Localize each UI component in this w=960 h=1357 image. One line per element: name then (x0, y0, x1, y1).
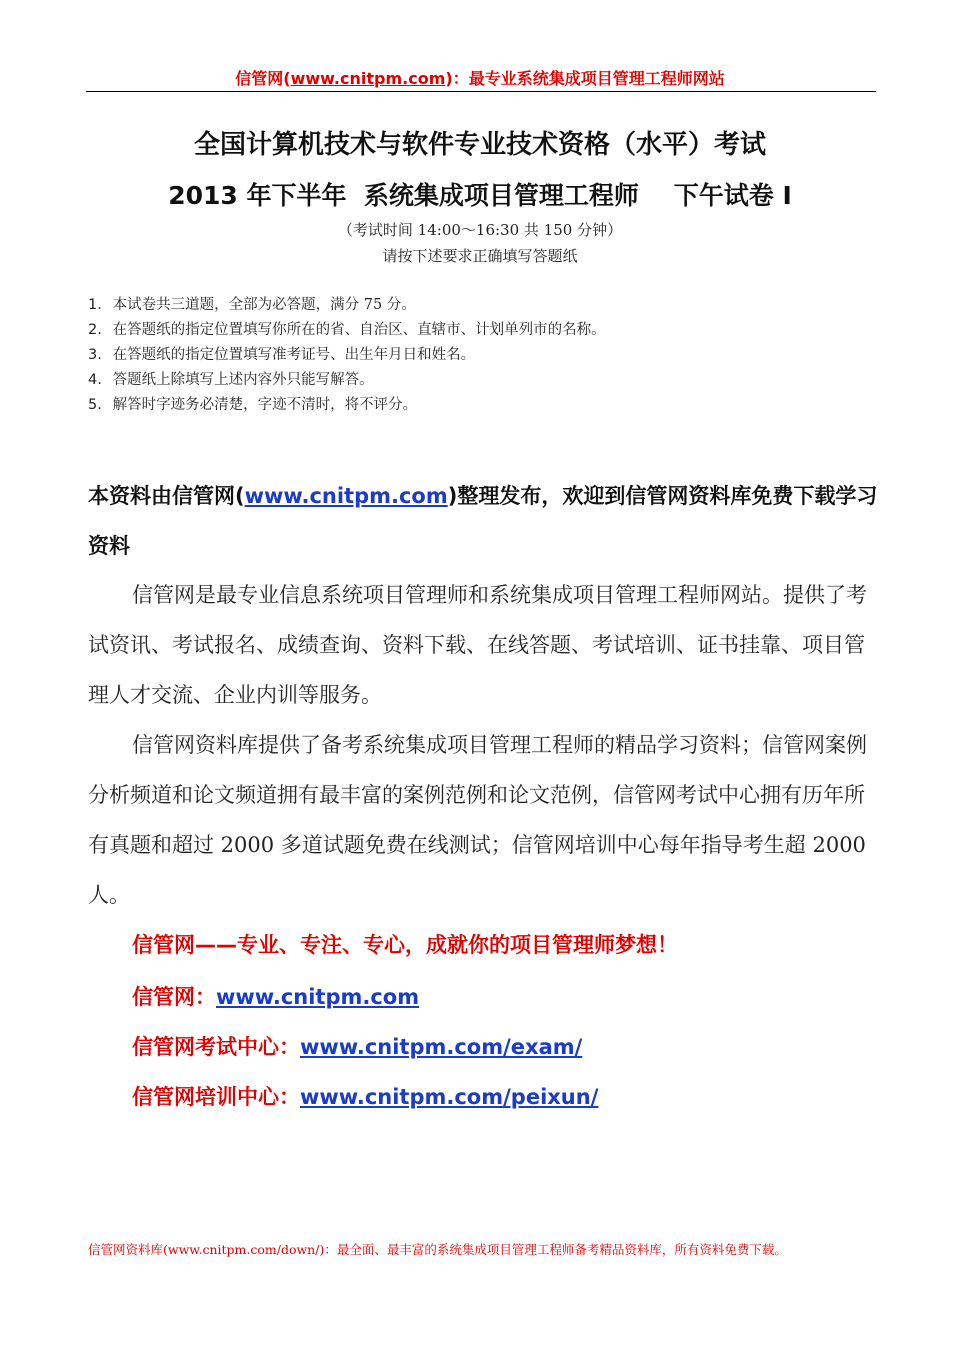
exam-center-label: 信管网考试中心： (132, 1035, 300, 1059)
rule-number: 5. (88, 397, 102, 413)
header-suffix: )：最专业系统集成项目管理工程师网站 (445, 69, 725, 88)
training-center-label: 信管网培训中心： (132, 1085, 300, 1109)
rule-item (88, 393, 888, 418)
rule-text: 在答题纸的指定位置填写你所在的省、自治区、直辖市、计划单列市的名称。 (112, 322, 606, 338)
resources-paragraph: 信管网资料库提供了备考系统集成项目管理工程师的精品学习资料；信管网案例分析频道和论文频道拥有最丰富的案例范例和论文范例，信管网考试中心拥有历年所有真题和超过 2000 多道试题免费在线测试；信管网培训中心每年指导考生超 2000 人。 (88, 733, 867, 907)
rule-number: 1. (88, 297, 102, 313)
about-paragraph: 信管网是最专业信息系统项目管理师和系统集成项目管理工程师网站。提供了考试资讯、考试报名、成绩查询、资料下载、在线答题、考试培训、证书挂靠、项目管理人才交流、企业内训等服务。 (88, 583, 867, 707)
intro-notice (88, 471, 878, 571)
fill-instruction: 请按下述要求正确填写答题纸 (382, 247, 578, 265)
page-footer: 信管网资料库(www.cnitpm.com/down/)：最全面、最丰富的系统集成项目管理工程师备考精品资料库，所有资料免费下载。 (88, 1242, 787, 1257)
header-prefix: 信管网( (235, 69, 291, 88)
rule-text: 答题纸上除填写上述内容外只能写解答。 (112, 372, 374, 388)
paper-title: 2013 年下半年 系统集成项目管理工程师 下午试卷 I (168, 181, 792, 210)
exam-center-link[interactable]: www.cnitpm.com/exam/ (300, 1035, 583, 1059)
exam-rules-list (88, 293, 888, 418)
exam-time: （考试时间 14:00～16:30 共 150 分钟） (337, 221, 623, 239)
rule-item (88, 343, 888, 368)
rule-item (88, 368, 888, 393)
site-label: 信管网： (132, 985, 216, 1009)
rule-number: 2. (88, 322, 102, 338)
training-center-row (132, 1082, 892, 1112)
rule-text: 解答时字迹务必清楚，字迹不清时，将不评分。 (112, 397, 418, 413)
intro-suffix: )整理发布，欢迎到信管网资料库免费下载学习资料 (88, 484, 878, 558)
header-site-link[interactable]: www.cnitpm.com (290, 69, 446, 88)
site-link-row (132, 982, 892, 1012)
training-center-link[interactable]: www.cnitpm.com/peixun/ (300, 1085, 599, 1109)
header-divider (86, 91, 876, 92)
exam-title: 全国计算机技术与软件专业技术资格（水平）考试 (193, 130, 766, 160)
rule-item (88, 293, 888, 318)
rule-item (88, 318, 888, 343)
page-header (0, 66, 960, 89)
exam-center-row (132, 1032, 892, 1062)
intro-site-link[interactable]: www.cnitpm.com (244, 484, 448, 508)
intro-prefix: 本资料由信管网( (88, 484, 245, 508)
rule-number: 3. (88, 347, 102, 363)
rule-text: 在答题纸的指定位置填写准考证号、出生年月日和姓名。 (112, 347, 476, 363)
site-url-link[interactable]: www.cnitpm.com (216, 985, 420, 1009)
slogan: 信管网——专业、专注、专心，成就你的项目管理师梦想！ (132, 933, 678, 957)
rule-number: 4. (88, 372, 102, 388)
rule-text: 本试卷共三道题，全部为必答题，满分 75 分。 (112, 297, 416, 313)
